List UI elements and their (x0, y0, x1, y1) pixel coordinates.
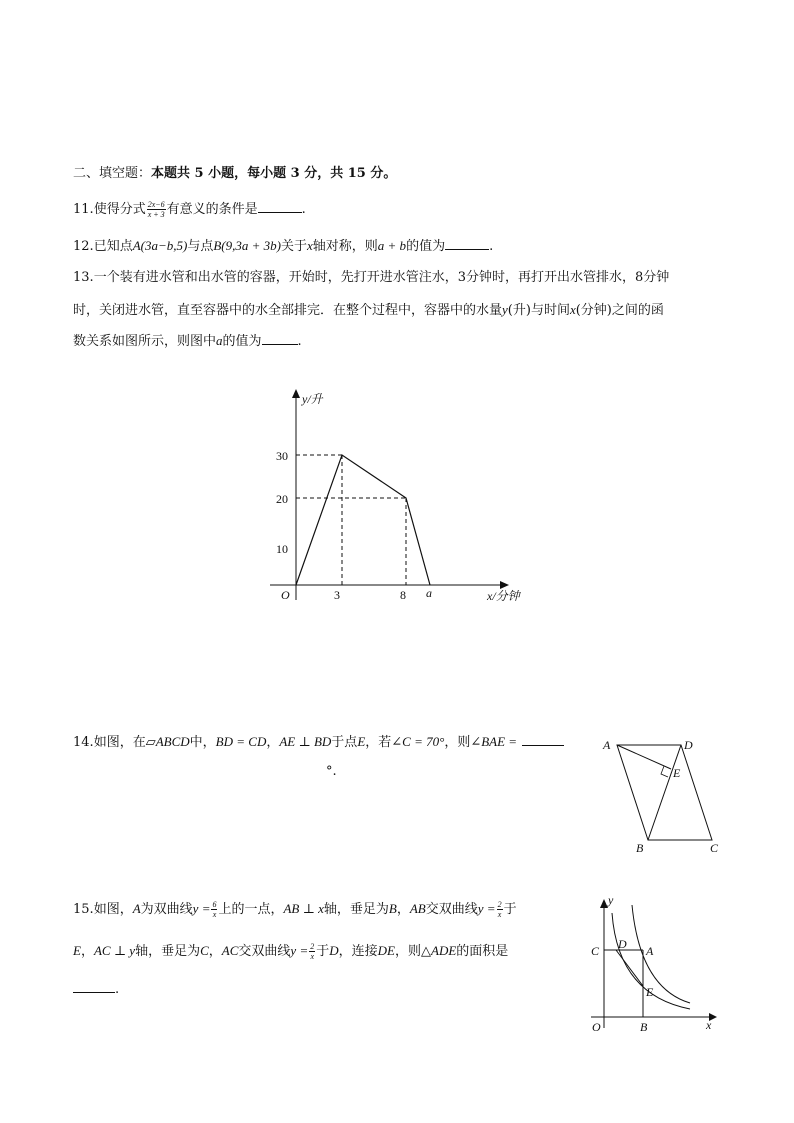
q11-text-b: 有意义的条件是 (166, 202, 258, 217)
q15-y3: y = (290, 943, 309, 958)
fig15-label-c: C (591, 944, 600, 958)
q13-var-x: x (569, 302, 576, 317)
q13-line1-text: 一个装有进水管和出水管的容器，开始时，先打开进水管注水，3分钟时，再打开出水管排水，8分钟 (93, 270, 670, 285)
fig14-label-d: D (684, 738, 693, 752)
q12-number: 12. (73, 239, 94, 254)
q15-text-j: ， (208, 944, 222, 959)
q14-point-e: E (357, 734, 366, 749)
q13-end: . (297, 334, 302, 349)
fig14-label-b: B (636, 841, 644, 855)
q15-end: . (115, 982, 120, 997)
q13-line3-text: 数关系如图所示，则图中 (73, 334, 217, 349)
q12-text-b: 与点 (187, 239, 214, 254)
section-heading-rule: 本题共 5 小题，每小题 3 分，共 15 分。 (151, 166, 397, 181)
q15-text-a: 如图， (93, 902, 133, 917)
q12-text-c: 关于 (280, 239, 307, 254)
q11-number: 11. (73, 202, 94, 217)
q13-var-y: y (502, 302, 508, 317)
fig15-curve-6 (632, 905, 690, 1003)
q15-segment-de: DE (377, 943, 395, 958)
q14-text-a: 如图，在 (93, 735, 146, 750)
q11-end: . (301, 202, 306, 217)
fig15-y-arrow (600, 899, 608, 908)
q15-text-i: 轴，垂足为 (135, 944, 201, 959)
graph-x-label: x/分钟 (487, 589, 520, 603)
q14-eq4: ∠BAE = (470, 734, 518, 749)
q15-text-e: ， (396, 902, 410, 917)
q12-end: . (489, 239, 494, 254)
q12-axis: x (306, 238, 313, 253)
fig15-label-x: x (706, 1018, 712, 1032)
q14-text-f: ，则 (444, 735, 471, 750)
fig14-label-a: A (603, 738, 611, 752)
q13-var-a: a (216, 333, 223, 348)
q14-text-b: 中， (189, 735, 216, 750)
q14-degree: °. (326, 764, 337, 779)
q15-text-l: 于 (316, 944, 330, 959)
q13-line2-text: 时，关闭进水管，直至容器中的水全部排完．在整个过程中，容器中的水量 (73, 303, 503, 318)
q15-text-h: ， (80, 944, 94, 959)
graph-y-label: y/升 (302, 392, 323, 406)
q14-text-c: ， (266, 735, 280, 750)
q13-unit-x: (分钟)之间的函 (575, 303, 664, 318)
q15-frac1-den: x (212, 910, 217, 919)
q15-frac3-den: x (310, 952, 314, 961)
fig15-label-o: O (592, 1020, 601, 1034)
graph-ytick-10: 10 (276, 542, 288, 556)
fig15-label-e: E (646, 985, 654, 999)
q12-text-d: 轴对称，则 (312, 239, 378, 254)
fig15-label-d: D (618, 937, 627, 951)
q15-text-k: 交双曲线 (238, 944, 291, 959)
q15-frac2-den: x (497, 910, 502, 919)
q14-eq3: ∠C = 70° (391, 734, 445, 749)
fig15-segment-de (616, 950, 643, 986)
q14-parallelogram: ▱ABCD (145, 734, 190, 749)
q15-segment-ab: AB (409, 901, 426, 916)
q15-point-d: D (329, 943, 339, 958)
fig14-label-c: C (710, 841, 719, 855)
q15-perp1: AB ⊥ x (283, 901, 324, 916)
q11-text: 使得分式 (93, 202, 146, 217)
graph-ytick-20: 20 (276, 492, 288, 506)
q15-text-c: 上的一点， (218, 902, 284, 917)
graph-xtick-8: 8 (400, 588, 406, 602)
q15-text-m: ，连接 (338, 944, 378, 959)
q14-eq1: BD = CD (215, 734, 267, 749)
q12-point-b: B(9,3a + 3b) (213, 238, 281, 253)
q15-number: 15. (73, 902, 94, 917)
q15-triangle: △ADE (421, 943, 457, 958)
q15-text-n: ，则 (394, 944, 421, 959)
q13-unit-y: (升)与时间 (507, 303, 570, 318)
q15-text-f: 交双曲线 (425, 902, 478, 917)
q14-text-e: ，若 (365, 735, 392, 750)
q12-point-a: A(3a−b,5) (132, 238, 188, 253)
q15-segment-ac: AC (221, 943, 239, 958)
q13-line3-text-b: 的值为 (222, 334, 262, 349)
q14-text-d: 于点 (331, 735, 358, 750)
q11-frac-num: 2x−6 (147, 200, 165, 209)
q15-frac1-num: 6 (212, 900, 217, 909)
q15-y2: y = (477, 901, 496, 916)
q15-point-a: A (132, 901, 141, 916)
graph-origin: O (281, 588, 290, 602)
fig15-label-a: A (646, 944, 654, 958)
q14-eq2: AE ⊥ BD (279, 734, 332, 749)
q15-frac3-num: 2 (310, 942, 315, 951)
fig14-label-e: E (673, 766, 681, 780)
q15-perp2: AC ⊥ y (93, 943, 136, 958)
fig15-label-b: B (640, 1020, 648, 1034)
graph-xtick-3: 3 (334, 588, 340, 602)
q15-point-e: E (73, 943, 81, 958)
q13-number: 13. (73, 270, 94, 285)
q12-expr: a + b (377, 238, 407, 253)
q15-text-o: 的面积是 (456, 944, 509, 959)
q15-text-b: 为双曲线 (140, 902, 193, 917)
q15-text-g: 于 (503, 902, 517, 917)
q15-point-b: B (388, 901, 397, 916)
q15-point-c: C (200, 943, 209, 958)
graph-ytick-30: 30 (276, 449, 288, 463)
q15-y1: y = (192, 901, 211, 916)
q14-number: 14. (73, 735, 94, 750)
q11-frac-den: x + 3 (147, 210, 165, 219)
section-heading-prefix: 二、填空题： (73, 166, 152, 181)
q12-text-a: 已知点 (93, 239, 133, 254)
q15-frac2-num: 2 (497, 900, 502, 909)
fig15-label-y: y (608, 893, 614, 907)
graph-xtick-a: a (426, 586, 432, 600)
q15-text-d: 轴，垂足为 (323, 902, 389, 917)
q12-text-e: 的值为 (406, 239, 446, 254)
